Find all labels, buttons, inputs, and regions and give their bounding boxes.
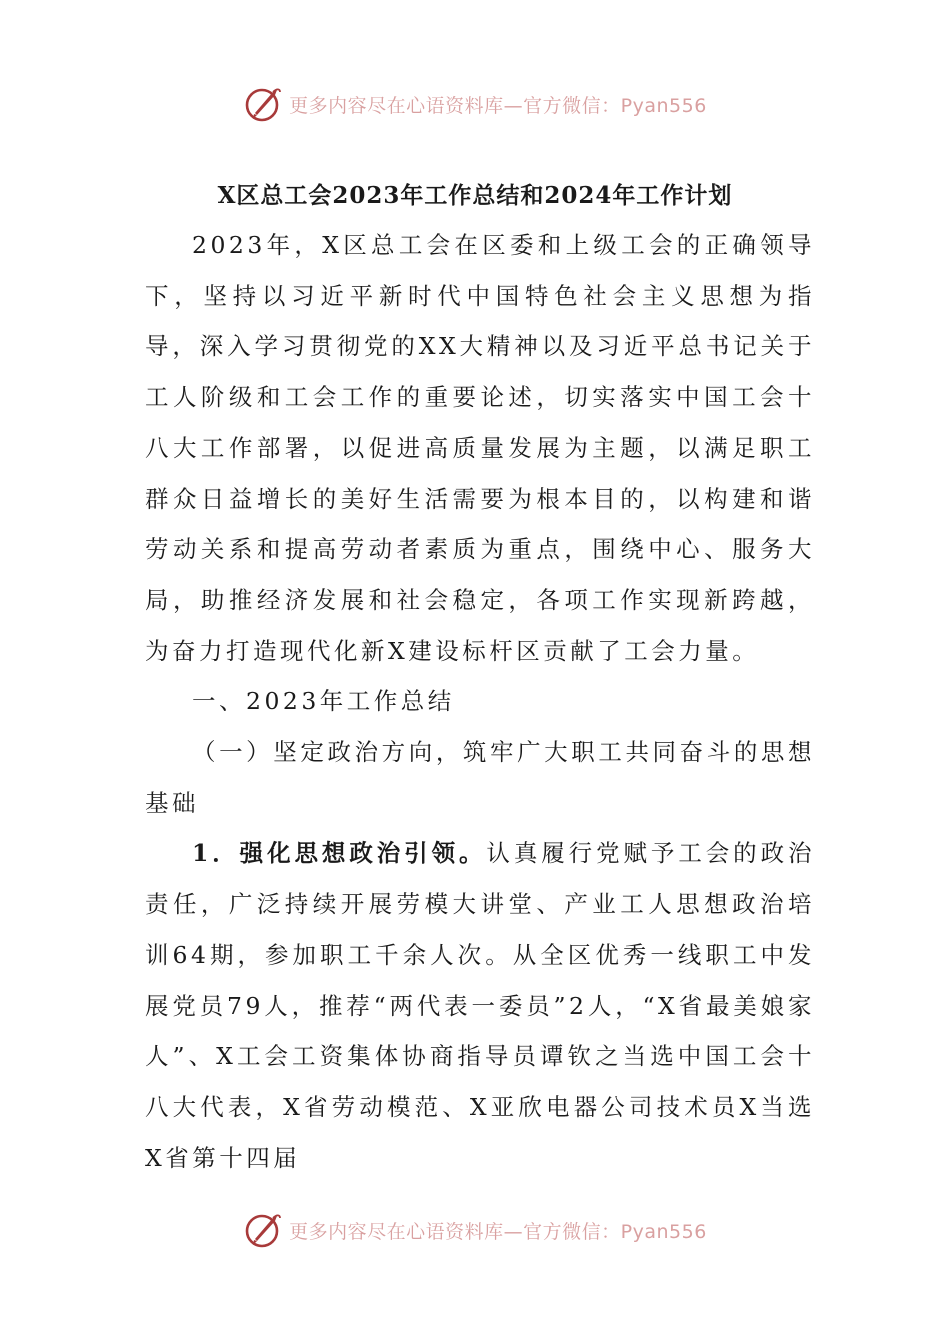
watermark-banner-bottom bbox=[0, 1208, 950, 1252]
quill-pen-icon bbox=[243, 84, 283, 124]
watermark-text: 更多内容尽在心语资料库—官方微信：Pyan556 bbox=[289, 94, 707, 117]
subsection-heading: （一）坚定政治方向，筑牢广大职工共同奋斗的思想基础 bbox=[145, 738, 815, 817]
watermark-text: 更多内容尽在心语资料库—官方微信：Pyan556 bbox=[289, 1220, 707, 1243]
document-body bbox=[145, 220, 815, 1183]
item-text: 认真履行党赋予工会的政治责任，广泛持续开展劳模大讲堂、产业工人思想政治培训64期，参加职工千余人次。从全区优秀一线职工中发展党员79人，推荐“两代表一委员”2人，“X省最美娘家人”、X工会工资集体协商指导员谭钦之当选中国工会十八大代表，X省劳动模范、X亚欣电器公司技术员X当选X省第十四届 bbox=[145, 839, 815, 1172]
watermark-banner-top bbox=[0, 82, 950, 126]
quill-pen-icon bbox=[243, 1210, 283, 1250]
intro-paragraph: 2023年，X区总工会在区委和上级工会的正确领导下，坚持以习近平新时代中国特色社会主义思想为指导，深入学习贯彻党的XX大精神以及习近平总书记关于工人阶级和工会工作的重要论述，切实落实中国工会十八大工作部署，以促进高质量发展为主题，以满足职工群众日益增长的美好生活需要为根本目的，以构建和谐劳动关系和提高劳动者素质为重点，围绕中心、服务大局，助推经济发展和社会稳定，各项工作实现新跨越，为奋力打造现代化新X建设标杆区贡献了工会力量。 bbox=[145, 231, 815, 665]
item-title: 1．强化思想政治引领。 bbox=[192, 839, 487, 868]
item-paragraph bbox=[145, 828, 815, 1183]
section-heading: 一、2023年工作总结 bbox=[192, 687, 455, 716]
document-title: X区总工会2023年工作总结和2024年工作计划 bbox=[217, 182, 733, 209]
